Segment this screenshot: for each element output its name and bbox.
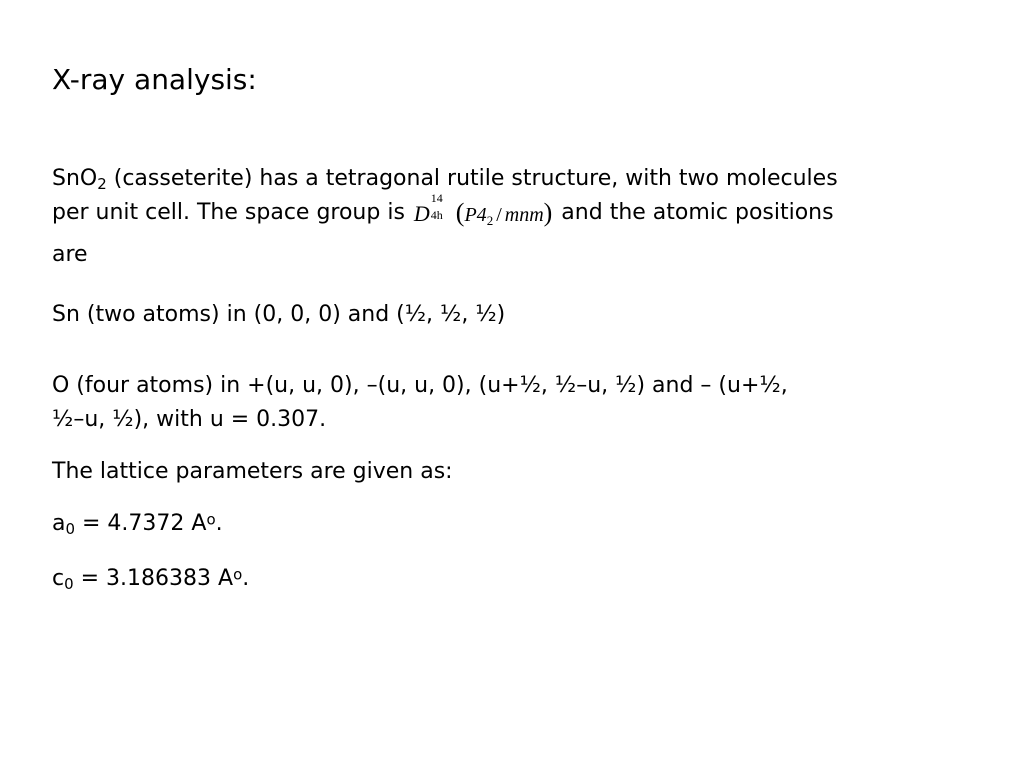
space-group-scripts xyxy=(430,191,448,223)
structure-line-3: are xyxy=(52,242,88,267)
param-c-subscript: 0 xyxy=(64,575,74,594)
space-group-open-paren: ( xyxy=(455,198,465,227)
structure-text-3: and the atomic positions xyxy=(554,200,834,225)
hermann-mauguin-slash: / xyxy=(496,204,502,226)
slide-title: X-ray analysis: xyxy=(52,63,257,96)
hermann-mauguin-rest: mnm xyxy=(504,204,544,226)
structure-text-1: (casseterite) has a tetragonal rutile structure, with two molecules xyxy=(106,166,838,191)
param-c-symbol: c xyxy=(52,566,65,591)
formula-sno: SnO xyxy=(52,166,98,191)
o-positions-line-2: ½–u, ½), with u = 0.307. xyxy=(52,407,327,432)
o-positions-line-1: O (four atoms) in +(u, u, 0), –(u, u, 0), (u+½, ½–u, ½) and – (u+½, xyxy=(52,373,788,398)
param-a-value: = 4.7372 A xyxy=(75,511,207,536)
param-c-superscript: o xyxy=(233,565,243,584)
lattice-param-c xyxy=(52,562,982,596)
o-positions xyxy=(52,369,982,437)
param-c-end: . xyxy=(242,566,250,591)
param-a-end: . xyxy=(215,511,223,536)
space-group-close-paren: ) xyxy=(543,198,553,227)
space-group-symbol: D xyxy=(413,201,430,226)
hermann-mauguin-p: P4 xyxy=(464,204,487,226)
structure-line-2 xyxy=(52,191,982,238)
param-a-subscript: 0 xyxy=(65,520,75,539)
structure-line-1 xyxy=(52,162,982,196)
param-a-superscript: o xyxy=(206,510,216,529)
space-group-superscript: 14 xyxy=(430,191,443,205)
structure-text-2: per unit cell. The space group is xyxy=(52,200,412,225)
sn-positions: Sn (two atoms) in (0, 0, 0) and (½, ½, ½) xyxy=(52,302,506,327)
space-group-subscript: 4h xyxy=(430,208,443,222)
param-a-symbol: a xyxy=(52,511,66,536)
structure-paragraph xyxy=(52,162,982,272)
formula-subscript: 2 xyxy=(97,175,107,194)
lattice-param-a xyxy=(52,507,982,541)
space-group-notation xyxy=(413,191,553,238)
lattice-intro: The lattice parameters are given as: xyxy=(52,459,453,484)
param-c-value: = 3.186383 A xyxy=(73,566,234,591)
hermann-mauguin-subscript: 2 xyxy=(486,213,494,228)
